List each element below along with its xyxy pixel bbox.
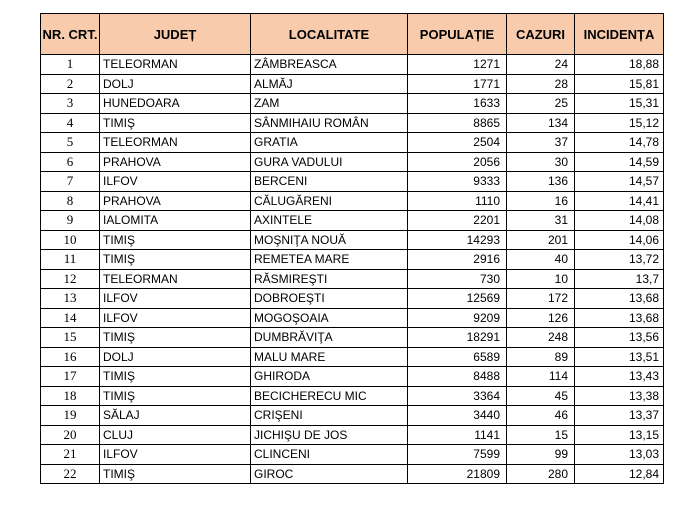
cell-nr: 21 (41, 445, 100, 465)
cell-localitate: GURA VADULUI (251, 152, 408, 172)
cell-nr: 2 (41, 74, 100, 94)
cell-cazuri: 89 (507, 347, 575, 367)
cell-nr: 12 (41, 269, 100, 289)
table-row (41, 289, 664, 309)
table-row (41, 94, 664, 114)
cell-cazuri: 16 (507, 191, 575, 211)
cell-localitate: BERCENI (251, 172, 408, 192)
table-body (41, 55, 664, 484)
cell-judet: ILFOV (100, 445, 251, 465)
cell-nr: 1 (41, 55, 100, 75)
cell-incidenta: 13,51 (575, 347, 664, 367)
cell-judet: TELEORMAN (100, 269, 251, 289)
cell-nr: 3 (41, 94, 100, 114)
cell-populatie: 12569 (408, 289, 507, 309)
cell-localitate: ALMĂJ (251, 74, 408, 94)
cell-judet: HUNEDOARA (100, 94, 251, 114)
cell-populatie: 3364 (408, 386, 507, 406)
cell-cazuri: 15 (507, 425, 575, 445)
table-row (41, 445, 664, 465)
cell-nr: 18 (41, 386, 100, 406)
cell-nr: 5 (41, 133, 100, 153)
cell-nr: 17 (41, 367, 100, 387)
cell-nr: 8 (41, 191, 100, 211)
cell-localitate: SÂNMIHAIU ROMÂN (251, 113, 408, 133)
cell-incidenta: 13,03 (575, 445, 664, 465)
cell-populatie: 1110 (408, 191, 507, 211)
cell-judet: ILFOV (100, 308, 251, 328)
cell-judet: DOLJ (100, 74, 251, 94)
cell-incidenta: 15,12 (575, 113, 664, 133)
cell-cazuri: 25 (507, 94, 575, 114)
cell-incidenta: 13,56 (575, 328, 664, 348)
header-cazuri: CAZURI (507, 14, 575, 55)
cell-localitate: DUMBRĂVIŢA (251, 328, 408, 348)
cell-incidenta: 14,41 (575, 191, 664, 211)
cell-populatie: 9333 (408, 172, 507, 192)
cell-populatie: 2056 (408, 152, 507, 172)
cell-cazuri: 248 (507, 328, 575, 348)
table-row (41, 269, 664, 289)
cell-localitate: CLINCENI (251, 445, 408, 465)
cell-incidenta: 15,31 (575, 94, 664, 114)
cell-populatie: 18291 (408, 328, 507, 348)
cell-localitate: GIROC (251, 464, 408, 484)
cell-judet: TIMIŞ (100, 230, 251, 250)
cell-judet: DOLJ (100, 347, 251, 367)
cell-nr: 6 (41, 152, 100, 172)
cell-cazuri: 136 (507, 172, 575, 192)
cell-localitate: MOŞNIŢA NOUĂ (251, 230, 408, 250)
cell-incidenta: 15,81 (575, 74, 664, 94)
cell-judet: TIMIŞ (100, 464, 251, 484)
incidence-table-container (40, 13, 664, 484)
cell-populatie: 1141 (408, 425, 507, 445)
cell-populatie: 1771 (408, 74, 507, 94)
cell-localitate: ZAM (251, 94, 408, 114)
table-row (41, 152, 664, 172)
cell-populatie: 7599 (408, 445, 507, 465)
cell-localitate: DOBROEŞTI (251, 289, 408, 309)
header-incidenta: INCIDENȚA (575, 14, 664, 55)
cell-populatie: 8865 (408, 113, 507, 133)
incidence-table (40, 13, 664, 484)
cell-incidenta: 13,43 (575, 367, 664, 387)
cell-nr: 10 (41, 230, 100, 250)
cell-nr: 11 (41, 250, 100, 270)
cell-nr: 22 (41, 464, 100, 484)
cell-localitate: JICHIŞU DE JOS (251, 425, 408, 445)
cell-cazuri: 45 (507, 386, 575, 406)
cell-populatie: 730 (408, 269, 507, 289)
table-row (41, 211, 664, 231)
cell-populatie: 1633 (408, 94, 507, 114)
cell-incidenta: 13,37 (575, 406, 664, 426)
header-nr-crt: NR. CRT. (41, 14, 100, 55)
cell-populatie: 2916 (408, 250, 507, 270)
cell-nr: 16 (41, 347, 100, 367)
cell-incidenta: 13,68 (575, 289, 664, 309)
cell-cazuri: 31 (507, 211, 575, 231)
cell-cazuri: 99 (507, 445, 575, 465)
table-row (41, 191, 664, 211)
table-row (41, 133, 664, 153)
table-row (41, 113, 664, 133)
cell-judet: TIMIŞ (100, 250, 251, 270)
cell-populatie: 2504 (408, 133, 507, 153)
cell-nr: 19 (41, 406, 100, 426)
cell-nr: 13 (41, 289, 100, 309)
cell-cazuri: 28 (507, 74, 575, 94)
cell-cazuri: 40 (507, 250, 575, 270)
cell-localitate: GHIRODA (251, 367, 408, 387)
table-row (41, 328, 664, 348)
table-row (41, 250, 664, 270)
cell-incidenta: 18,88 (575, 55, 664, 75)
cell-incidenta: 13,38 (575, 386, 664, 406)
cell-incidenta: 13,15 (575, 425, 664, 445)
cell-incidenta: 14,57 (575, 172, 664, 192)
cell-nr: 7 (41, 172, 100, 192)
header-localitate: LOCALITATE (251, 14, 408, 55)
table-row (41, 406, 664, 426)
cell-nr: 14 (41, 308, 100, 328)
cell-populatie: 14293 (408, 230, 507, 250)
cell-localitate: CĂLUGĂRENI (251, 191, 408, 211)
cell-judet: PRAHOVA (100, 191, 251, 211)
table-row (41, 74, 664, 94)
table-row (41, 464, 664, 484)
cell-cazuri: 126 (507, 308, 575, 328)
cell-incidenta: 12,84 (575, 464, 664, 484)
cell-localitate: AXINTELE (251, 211, 408, 231)
cell-judet: ILFOV (100, 172, 251, 192)
cell-judet: CLUJ (100, 425, 251, 445)
cell-cazuri: 10 (507, 269, 575, 289)
cell-cazuri: 201 (507, 230, 575, 250)
table-row (41, 386, 664, 406)
cell-populatie: 8488 (408, 367, 507, 387)
cell-judet: TIMIŞ (100, 113, 251, 133)
header-populatie: POPULAȚIE (408, 14, 507, 55)
header-row (41, 14, 664, 55)
cell-localitate: REMETEA MARE (251, 250, 408, 270)
cell-localitate: RĂSMIREŞTI (251, 269, 408, 289)
cell-populatie: 21809 (408, 464, 507, 484)
cell-incidenta: 14,08 (575, 211, 664, 231)
cell-cazuri: 30 (507, 152, 575, 172)
cell-nr: 20 (41, 425, 100, 445)
header-judet: JUDEȚ (100, 14, 251, 55)
cell-cazuri: 24 (507, 55, 575, 75)
cell-incidenta: 13,72 (575, 250, 664, 270)
cell-cazuri: 114 (507, 367, 575, 387)
cell-populatie: 3440 (408, 406, 507, 426)
cell-cazuri: 280 (507, 464, 575, 484)
cell-localitate: MOGOŞOAIA (251, 308, 408, 328)
cell-localitate: CRIŞENI (251, 406, 408, 426)
cell-judet: TIMIŞ (100, 386, 251, 406)
cell-populatie: 1271 (408, 55, 507, 75)
cell-populatie: 9209 (408, 308, 507, 328)
cell-judet: IALOMITA (100, 211, 251, 231)
cell-judet: TELEORMAN (100, 55, 251, 75)
cell-judet: PRAHOVA (100, 152, 251, 172)
table-row (41, 230, 664, 250)
cell-judet: ILFOV (100, 289, 251, 309)
cell-cazuri: 37 (507, 133, 575, 153)
table-row (41, 172, 664, 192)
cell-incidenta: 14,78 (575, 133, 664, 153)
cell-nr: 4 (41, 113, 100, 133)
cell-nr: 9 (41, 211, 100, 231)
cell-localitate: ZÂMBREASCA (251, 55, 408, 75)
cell-localitate: MALU MARE (251, 347, 408, 367)
cell-populatie: 2201 (408, 211, 507, 231)
cell-judet: TIMIŞ (100, 328, 251, 348)
cell-cazuri: 46 (507, 406, 575, 426)
cell-judet: SĂLAJ (100, 406, 251, 426)
cell-cazuri: 172 (507, 289, 575, 309)
cell-incidenta: 13,7 (575, 269, 664, 289)
cell-nr: 15 (41, 328, 100, 348)
table-row (41, 367, 664, 387)
table-row (41, 308, 664, 328)
cell-incidenta: 13,68 (575, 308, 664, 328)
table-row (41, 425, 664, 445)
cell-cazuri: 134 (507, 113, 575, 133)
table-row (41, 347, 664, 367)
cell-judet: TELEORMAN (100, 133, 251, 153)
cell-populatie: 6589 (408, 347, 507, 367)
cell-localitate: BECICHERECU MIC (251, 386, 408, 406)
cell-localitate: GRATIA (251, 133, 408, 153)
cell-incidenta: 14,59 (575, 152, 664, 172)
cell-incidenta: 14,06 (575, 230, 664, 250)
table-row (41, 55, 664, 75)
cell-judet: TIMIŞ (100, 367, 251, 387)
